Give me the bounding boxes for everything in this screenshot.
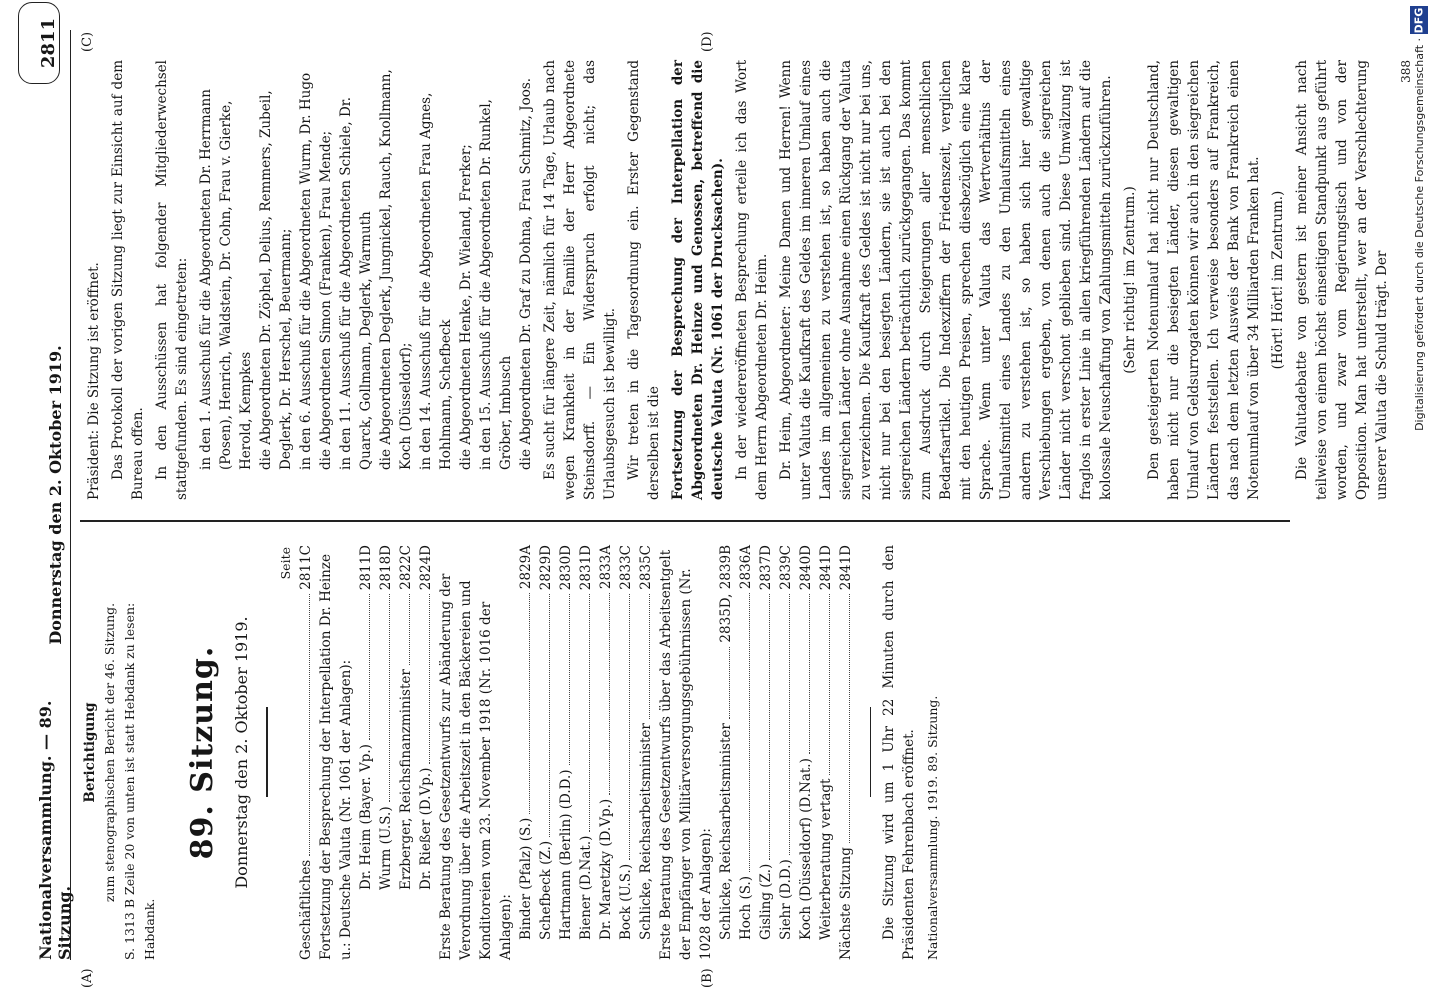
toc-entry-page: 2829D	[537, 545, 554, 591]
toc-entry-text: Gisling (Z.)	[757, 863, 774, 940]
toc-entry	[756, 545, 776, 960]
committee-line: die Abgeordneten Henke, Dr. Wieland, Frerker;	[458, 144, 474, 470]
session-date: Donnerstag den 2. Oktober 1919.	[232, 616, 251, 889]
toc-entry-page: 2835D, 2839B	[717, 545, 734, 643]
margin-label-d: (D)	[700, 31, 715, 52]
toc-entry	[536, 545, 556, 960]
toc-leader-dots	[649, 594, 650, 719]
para-leave: Es sucht für längere Zeit, nämlich für 14 Tage, Urlaub nach wegen Krankheit in der Familie der Herr Abgeordnete Steinsdorff. — Ein Widerspruch erfolgt nicht; das Urlaubsgesuch ist bewilligt.	[542, 60, 618, 500]
dfg-logo: DFG	[1410, 6, 1428, 34]
para-valutadebatte: Die Valutadebatte von gestern ist meiner Ansicht nach teilweise von einem höchst einseitigen Standpunkt aus geführt worden, und zwar vom Regierungstisch und von der Opposition. Man hat unterstellt, wer an der Verschlechterung unserer Valuta die Schuld trägt. Der	[1294, 60, 1390, 500]
toc-entry-page: 2835C	[637, 545, 654, 590]
toc-entry	[316, 545, 356, 960]
toc-entry-text: Erste Beratung des Gesetzentwurfs zur Abänderung der Verordnung über die Arbeitszeit in den Bäckereien und Konditoreien vom 23. November 1918 (Nr. 1016 der Anlagen):	[437, 573, 514, 960]
committee-line: die Abgeordneten Deglerk, Jungnickel, Rauch, Knollmann, Koch (Düsseldorf);	[378, 69, 414, 470]
toc-entry-page: 2830D	[557, 545, 574, 591]
toc-entry	[436, 545, 516, 960]
para-president-open: Präsident: Die Sitzung ist eröffnet.	[86, 262, 102, 500]
toc-leader-dots	[729, 647, 730, 720]
toc-leader-dots	[569, 594, 570, 765]
toc-entry-text: Fortsetzung der Besprechung der Interpellation Dr. Heinze u.: Deutsche Valuta (Nr. 1061 der Anlagen):	[317, 554, 354, 960]
toc-leader-dots	[809, 594, 810, 754]
committee-line: in den 6. Ausschuß für die Abgeordneten Wurm, Dr. Hugo	[298, 72, 314, 470]
committee-line: die Abgeordneten Simon (Franken), Frau Mende;	[318, 130, 334, 470]
toc-leader-dots	[529, 593, 530, 814]
toc-entry-text: Geschäftliches	[297, 859, 314, 960]
toc-entry-page: 2811C	[297, 545, 314, 590]
toc-entry	[296, 545, 316, 960]
toc-entry	[656, 545, 716, 960]
committee-line: in den 14. Ausschuß für die Abgeordneten Frau Agnes, Hohlmann, Schefbeck	[418, 92, 454, 470]
opening-text: Die Sitzung wird um 1 Uhr 22 Minuten durch den Präsidenten Fehrenbach eröffnet.	[881, 545, 917, 960]
correction-text: S. 1313 B Zeile 20 von unten ist statt Hebdank zu lesen: Habdank.	[122, 602, 157, 960]
toc-entry-page: 2818D	[377, 545, 394, 591]
para-heim-speech: Dr. Heim, Abgeordneter: Meine Damen und Herren! Wenn unter Valuta die Kaufkraft des Geldes im inneren Umlauf eines Landes im allgemeinen zu verstehen ist, so haben auch die siegreichen Länder ohne Ausnahme einen Rückgang der Valuta zu verzeichnen. Die Kaufkraft des Geldes ist nicht nur bei uns, nicht nur bei den besiegten Ländern, sie ist auch bei den siegreichen Ländern beträchtlich zurückgegangen. Das kommt zum Ausdruck durch Steigerungen aller menschlichen Bedarfsartikel. Die Indexziffern der Friedenszeit, verglichen mit den heutigen Preisen, sprechen diesbezüglich eine klare Sprache. Wenn unter Valuta das Wertverhältnis der Umlaufsmittel eines Landes zu den Umlaufsmitteln eines andern zu verstehen ist, so haben sich hier gewaltige Verschiebungen ergeben, von denen auch die siegreichen Länder nicht verschont geblieben sind. Diese Umwälzung ist fraglos in erster Linie in allen kriegführenden Ländern auf die kolossale Neuschaffung von Zahlungsmitteln zurückzuführen.	[778, 60, 1114, 500]
toc-entry-page: 2841D	[837, 545, 854, 591]
toc-entry-page: 2841D	[817, 545, 834, 591]
toc-entry-page: 2836A	[737, 545, 754, 590]
toc-entry-text: Nächste Sitzung	[837, 847, 854, 960]
toc-entry	[396, 545, 416, 960]
table-of-contents	[296, 545, 856, 960]
toc-leader-dots	[769, 594, 770, 860]
toc-rule	[870, 708, 872, 798]
toc-entry-page: 2831D	[577, 545, 594, 591]
toc-entry	[596, 545, 616, 960]
column-divider	[80, 521, 1290, 523]
toc-leader-dots	[549, 594, 550, 837]
toc-entry-text: Schlicke, Reichsarbeitsminister	[717, 723, 734, 940]
left-column	[80, 545, 943, 960]
toc-leader-dots	[609, 593, 610, 795]
toc-entry	[556, 545, 576, 960]
toc-entry-text: Biener (D.Nat.)	[577, 835, 594, 940]
toc-entry	[576, 545, 596, 960]
committee-line: in den 11. Ausschuß für die Abgeordneten Schiele, Dr. Quarck, Gollmann, Deglerk, Warmuth	[338, 96, 374, 470]
para-give-floor: In der wiedereröffneten Besprechung erteile ich das Wort dem Herrn Abgeordneten Dr. Heim.	[734, 60, 770, 500]
toc-entry-page: 2822C	[397, 545, 414, 590]
toc-leader-dots	[629, 594, 630, 860]
toc-entry-text: Dr. Heim (Bayer. Vp.)	[357, 744, 374, 890]
para-agenda: Wir treten in die Tagesordnung ein. Erster Gegenstand derselben ist die	[626, 60, 662, 500]
toc-entry	[816, 545, 836, 960]
toc-leader-dots	[429, 594, 430, 763]
toc-leader-dots	[829, 594, 830, 774]
toc-entry	[836, 545, 856, 960]
toc-entry	[616, 545, 636, 960]
toc-entry-text: Weiterberatung vertagt	[817, 778, 834, 940]
committee-line: die Abgeordneten Dr. Graf zu Dohna, Frau Schmitz, Joos.	[518, 77, 534, 470]
toc-entry-text: Siehr (D.D.)	[777, 859, 794, 940]
footer-line: Nationalversammlung. 1919. 89. Sitzung.	[925, 695, 940, 960]
toc-entry-text: Schefbeck (Z.)	[537, 840, 554, 940]
toc-entry	[516, 545, 536, 960]
toc-entry	[736, 545, 756, 960]
margin-label-c: (C)	[80, 31, 95, 52]
toc-entry-text: Schlicke, Reichsarbeitsminister	[637, 723, 654, 940]
title-rule	[266, 708, 268, 798]
toc-entry	[356, 545, 376, 960]
toc-entry	[796, 545, 816, 960]
interjection: (Sehr richtig! im Zentrum.)	[1122, 186, 1138, 374]
toc-leader-dots	[309, 594, 310, 856]
right-column	[80, 60, 1416, 500]
toc-entry-page: 2833C	[617, 545, 634, 590]
toc-entry-text: Erste Beratung des Gesetzentwurfs über das Arbeitsentgelt der Empfänger von Militärversorgungsgebührnissen (Nr. 1028 der Anlagen):	[657, 549, 714, 960]
para-protocol: Das Protokoll der vorigen Sitzung liegt zur Einsicht auf dem Bureau offen.	[110, 60, 146, 500]
bottom-page-number: 388	[1399, 60, 1413, 83]
toc-entry	[376, 545, 396, 960]
toc-entry-page: 2833A	[597, 545, 614, 590]
toc-entry-text: Binder (Pfalz) (S.)	[517, 817, 534, 940]
toc-entry-text: Bock (U.S.)	[617, 863, 634, 940]
toc-entry-text: Hartmann (Berlin) (D.D.)	[557, 769, 574, 940]
toc-entry-text: Koch (Düsseldorf) (D.Nat.)	[797, 758, 814, 940]
para-notenumlauf: Den gesteigerten Notenumlauf hat nicht nur Deutschland, haben nicht nur die besiegten Länder, diesen gewaltigen Umlauf von Geldsurrogaten können wir auch in den siegreichen Ländern feststellen. Ich verweise besonders auf Frankreich, das nach dem letzten Ausweis der Bank von Frankreich einen Notenumlauf von über 34 Milliarden Franken hat.	[1146, 60, 1262, 500]
margin-label-b: (B)	[700, 968, 715, 988]
toc-entry-text: Hoch (S.)	[737, 875, 754, 940]
toc-entry	[716, 545, 736, 960]
header-date: Donnerstag den 2. Oktober 1919.	[45, 345, 65, 645]
toc-entry-text: Erzberger, Reichsfinanzminister	[397, 669, 414, 890]
toc-entry-page: 2811D	[357, 545, 374, 591]
toc-entry-text: Dr. Maretzky (D.Vp.)	[597, 798, 614, 940]
para-agenda-item: Fortsetzung der Besprechung der Interpellation der Abgeordneten Dr. Heinze und Genossen, betreffend die deutsche Valuta (Nr. 1061 der Drucksachen).	[670, 60, 726, 500]
toc-leader-dots	[789, 594, 790, 856]
page-number-box	[18, 2, 60, 84]
session-title: 89. Sitzung.	[185, 645, 220, 860]
running-header	[36, 30, 74, 960]
toc-entry	[416, 545, 436, 960]
toc-entry-page: 2840D	[797, 545, 814, 591]
toc-leader-dots	[749, 593, 750, 872]
committee-line: in den 15. Ausschuß für die Abgeordneten Dr. Runkel, Gröber, Imbusch	[478, 99, 514, 470]
toc-entry-text: Wurm (U.S.)	[377, 806, 394, 890]
interjection: (Hört! Hört! im Zentrum.)	[1270, 190, 1286, 370]
toc-entry-page: 2837D	[757, 545, 774, 591]
toc-entry-page: 2839C	[777, 545, 794, 590]
toc-entry-text: Dr. Rießer (D.Vp.)	[417, 767, 434, 890]
toc-leader-dots	[389, 594, 390, 802]
committee-listing	[196, 60, 536, 500]
committee-line: in den 1. Ausschuß für die Abgeordneten Dr. Herrmann (Posen), Henrich, Waldstein, Dr. Cohn, Frau v. Gierke, Herold, Kempkes	[198, 89, 254, 470]
committee-line: die Abgeordneten Dr. Zöphel, Delius, Remmers, Zubeil, Deglerk, Dr. Herschel, Beuermann;	[258, 90, 294, 470]
toc-entry	[636, 545, 656, 960]
header-assembly: Nationalversammlung. — 89. Sitzung.	[36, 700, 74, 960]
toc-entry	[776, 545, 796, 960]
toc-leader-dots	[849, 594, 850, 843]
seite-label: Seite	[277, 547, 293, 580]
toc-leader-dots	[409, 594, 410, 665]
margin-label-a: (A)	[80, 968, 95, 988]
correction-subtitle: zum stenographischen Bericht der 46. Sitzung.	[102, 602, 117, 903]
para-committees: In den Ausschüssen hat folgender Mitgliederwechsel stattgefunden. Es sind eingetreten:	[154, 60, 190, 500]
toc-leader-dots	[589, 594, 590, 831]
correction-title: Berichtigung	[82, 702, 98, 803]
toc-leader-dots	[369, 594, 370, 740]
watermark-text: Digitalisierung gefördert durch die Deutsche Forschungsgemeinschaft ·	[1412, 38, 1426, 431]
header-page-number: 2811	[38, 17, 59, 69]
toc-entry-page: 2824D	[417, 545, 434, 591]
toc-entry-page: 2829A	[517, 545, 534, 590]
